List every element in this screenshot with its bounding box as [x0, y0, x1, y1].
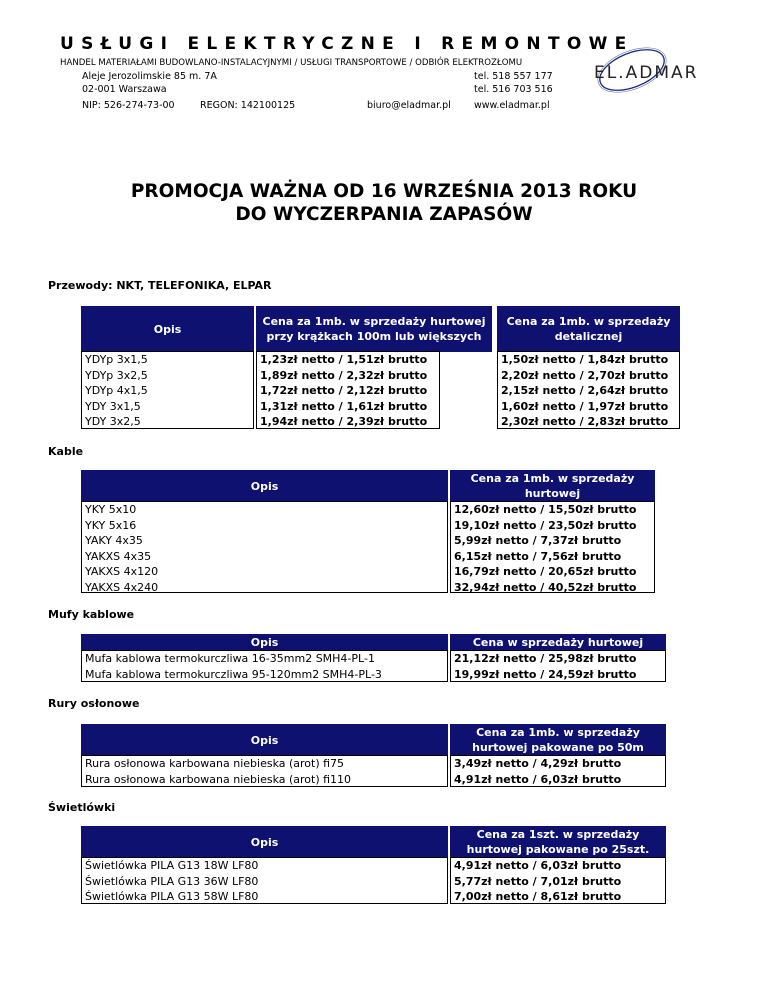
header-opis: Opis: [81, 306, 254, 352]
table-row: Rura osłonowa karbowana niebieska (arot) fi75: [85, 757, 345, 770]
price-cell: 1,31zł netto / 1,61zł brutto: [260, 399, 428, 413]
table-row: Świetlówka PILA G13 58W LF80: [85, 890, 259, 903]
company-name: USŁUGI ELEKTRYCZNE I REMONTOWE: [60, 34, 634, 54]
company-subtitle: HANDEL MATERIAŁAMI BUDOWLANO-INSTALACYJNYMI / USŁUGI TRANSPORTOWE / ODBIÓR ELEKTROZŁOMU: [60, 58, 523, 68]
price-cell: 7,00zł netto / 8,61zł brutto: [454, 890, 622, 903]
price-cell: 19,99zł netto / 24,59zł brutto: [454, 667, 637, 681]
table-row: YDYp 4x1,5: [85, 384, 148, 397]
header-opis: Opis: [81, 724, 448, 756]
table-row: Mufa kablowa termokurczliwa 16-35mm2 SMH4-PL-1: [85, 652, 375, 665]
names-box: [81, 351, 254, 429]
header-wholesale: Cena za 1mb. w sprzedaży hurtowej pakowane po 50m: [450, 724, 666, 756]
header-wholesale: Cena za 1szt. w sprzedaży hurtowej pakowane po 25szt.: [450, 826, 666, 858]
header-wholesale: Cena w sprzedaży hurtowej: [450, 634, 666, 651]
table-row: YKY 5x16: [85, 518, 137, 532]
price-cell: 1,50zł netto / 1,84zł brutto: [501, 353, 669, 366]
regon: REGON: 142100125: [200, 100, 296, 111]
price-cell: 2,20zł netto / 2,70zł brutto: [501, 368, 669, 382]
address-line-1: Aleje Jerozolimskie 85 m. 7A: [82, 71, 217, 82]
price-cell: 4,91zł netto / 6,03zł brutto: [454, 859, 622, 872]
phone-2: tel. 516 703 516: [474, 84, 553, 95]
price-cell: 3,49zł netto / 4,29zł brutto: [454, 757, 622, 770]
price-cell: 2,15zł netto / 2,64zł brutto: [501, 384, 669, 397]
table-row: Rura osłonowa karbowana niebieska (arot) fi110: [85, 772, 352, 786]
section-title-rury: Rury osłonowe: [48, 697, 140, 710]
website: www.eladmar.pl: [474, 100, 550, 111]
header-wholesale: Cena za 1mb. w sprzedaży hurtowej: [450, 470, 655, 502]
svg-text:EL.ADMAR: EL.ADMAR: [594, 63, 699, 83]
header-wholesale: Cena za 1mb. w sprzedaży hurtowej przy krążkach 100m lub większych: [256, 306, 492, 352]
table-row: YDY 3x2,5: [85, 415, 141, 428]
header-opis: Opis: [81, 634, 448, 651]
phone-1: tel. 518 557 177: [474, 71, 553, 82]
price-cell: 1,60zł netto / 1,97zł brutto: [501, 399, 669, 413]
price-cell: 1,94zł netto / 2,39zł brutto: [260, 415, 428, 428]
price-cell: 1,89zł netto / 2,32zł brutto: [260, 368, 428, 382]
price-cell: 4,91zł netto / 6,03zł brutto: [454, 772, 622, 786]
section-title-swietlowki: Świetlówki: [48, 801, 116, 814]
header-retail: Cena za 1mb. w sprzedaży detalicznej: [497, 306, 680, 352]
price-cell: 6,15zł netto / 7,56zł brutto: [454, 549, 622, 563]
promo-title: [0, 180, 768, 226]
table-row: Świetlówka PILA G13 18W LF80: [85, 859, 259, 872]
table-row: Świetlówka PILA G13 36W LF80: [85, 874, 259, 888]
table-row: Mufa kablowa termokurczliwa 95-120mm2 SMH4-PL-3: [85, 667, 382, 681]
price-cell: 12,60zł netto / 15,50zł brutto: [454, 503, 637, 516]
eladmar-logo: [592, 40, 722, 100]
wholesale-box: [450, 755, 666, 787]
section-title-kable: Kable: [48, 445, 84, 458]
names-box: [81, 755, 448, 787]
table-row: YAKXS 4x120: [85, 565, 159, 578]
price-cell: 1,72zł netto / 2,12zł brutto: [260, 384, 428, 397]
wholesale-box: [256, 351, 440, 429]
table-row: YDY 3x1,5: [85, 399, 141, 413]
promo-line-1: PROMOCJA WAŻNA OD 16 WRZEŚNIA 2013 ROKU: [130, 181, 638, 202]
wholesale-box: [450, 650, 666, 682]
table-row: YDYp 3x2,5: [85, 368, 148, 382]
price-cell: 16,79zł netto / 20,65zł brutto: [454, 565, 637, 578]
price-cell: 1,23zł netto / 1,51zł brutto: [260, 353, 428, 366]
header-opis: Opis: [81, 470, 448, 502]
section-title-przewody: Przewody: NKT, TELEFONIKA, ELPAR: [48, 279, 272, 292]
wholesale-box: [450, 501, 655, 593]
email: biuro@eladmar.pl: [367, 100, 451, 111]
price-cell: 5,77zł netto / 7,01zł brutto: [454, 874, 622, 888]
address-line-2: 02-001 Warszawa: [82, 84, 167, 95]
table-row: YKY 5x10: [85, 503, 137, 516]
retail-box: [497, 351, 680, 429]
wholesale-box: [450, 857, 666, 904]
names-box: [81, 857, 448, 904]
table-row: YAKY 4x35: [85, 534, 143, 547]
promo-line-2: DO WYCZERPANIA ZAPASÓW: [235, 204, 533, 225]
price-cell: 32,94zł netto / 40,52zł brutto: [454, 580, 637, 594]
header-opis: Opis: [81, 826, 448, 858]
nip: NIP: 526-274-73-00: [82, 100, 175, 111]
price-cell: 19,10zł netto / 23,50zł brutto: [454, 518, 637, 532]
price-cell: 5,99zł netto / 7,37zł brutto: [454, 534, 622, 547]
section-title-mufy: Mufy kablowe: [48, 608, 135, 621]
names-box: [81, 501, 448, 593]
price-cell: 2,30zł netto / 2,83zł brutto: [501, 415, 669, 428]
table-row: YAKXS 4x240: [85, 580, 159, 594]
names-box: [81, 650, 448, 682]
price-cell: 21,12zł netto / 25,98zł brutto: [454, 652, 637, 665]
table-row: YAKXS 4x35: [85, 549, 152, 563]
table-row: YDYp 3x1,5: [85, 353, 148, 366]
